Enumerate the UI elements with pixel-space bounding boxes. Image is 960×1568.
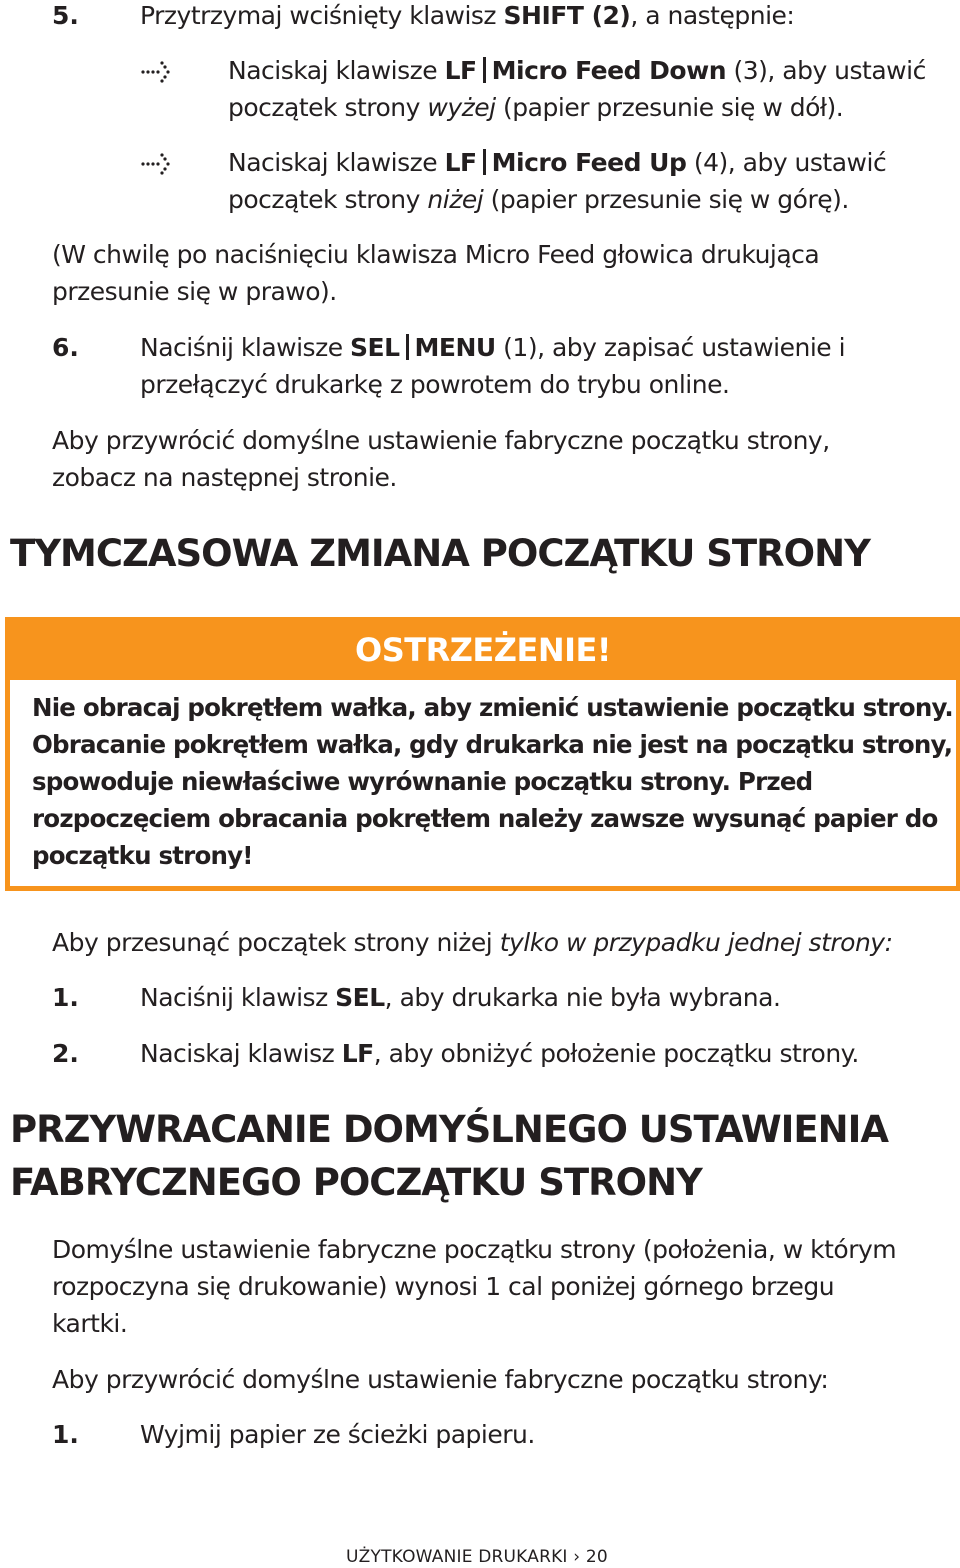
step-6-line-2: przełączyć drukarkę z powrotem do trybu online. bbox=[140, 370, 730, 399]
bullet-2-line2-a: początek strony bbox=[228, 185, 428, 214]
step-5-number: 5. bbox=[52, 1, 79, 30]
bullet-1-line-2 bbox=[228, 89, 843, 127]
step-2a-text-a: Naciskaj klawisz bbox=[140, 1039, 342, 1068]
bullet-1-text-b: (3), aby ustawić bbox=[726, 56, 926, 85]
section-heading-restore-line-2: FABRYCZNEGO POCZĄTKU STRONY bbox=[10, 1161, 702, 1204]
bullet-2-emphasis: niżej bbox=[427, 185, 484, 214]
step-6-key-b: MENU bbox=[414, 333, 496, 362]
step-6-text-b: (1), aby zapisać ustawienie i bbox=[495, 333, 846, 362]
page-number: 20 bbox=[585, 1547, 608, 1567]
warning-line: Obracanie pokrętłem wałka, gdy drukarka nie jest na początku strony, bbox=[32, 730, 953, 759]
step-6-key-a: SEL bbox=[350, 333, 400, 362]
key-separator bbox=[483, 57, 486, 83]
step-5-key: SHIFT (2) bbox=[503, 1, 631, 30]
bullet-1-key-b: Micro Feed Down bbox=[491, 56, 726, 85]
step-1a-text bbox=[140, 979, 780, 1017]
bullet-2-line-2 bbox=[228, 181, 849, 219]
key-separator bbox=[406, 334, 409, 360]
bullet-1-line2-b: (papier przesunie się w dół). bbox=[495, 93, 844, 122]
para-1-line-2: zobacz na następnej stronie. bbox=[52, 463, 397, 492]
step-1a-number: 1. bbox=[52, 983, 79, 1012]
footer-separator: › bbox=[573, 1547, 581, 1567]
bullet-2-key-b: Micro Feed Up bbox=[491, 148, 687, 177]
bullet-2-key-a: LF bbox=[444, 148, 477, 177]
step-1a-text-a: Naciśnij klawisz bbox=[140, 983, 336, 1012]
page-footer bbox=[346, 1546, 608, 1568]
para-3-line-1: Domyślne ustawienie fabryczne początku strony (położenia, w którym bbox=[52, 1235, 897, 1264]
warning-line: rozpoczęciem obracania pokrętłem należy zawsze wysunąć papier do bbox=[32, 804, 938, 833]
warning-line: początku strony! bbox=[32, 841, 253, 870]
step-6-text-a: Naciśnij klawisze bbox=[140, 333, 351, 362]
section-heading-restore-line-1: PRZYWRACANIE DOMYŚLNEGO USTAWIENIA bbox=[10, 1108, 889, 1151]
step-2a-text-b: , aby obniżyć położenie początku strony. bbox=[373, 1039, 859, 1068]
key-separator bbox=[483, 149, 486, 175]
step-5-text-b: , a następnie: bbox=[630, 1, 795, 30]
bullet-2-text-b: (4), aby ustawić bbox=[686, 148, 887, 177]
dotted-arrow-icon bbox=[140, 152, 174, 176]
step-6-line-1 bbox=[140, 329, 845, 367]
step-1a-key: SEL bbox=[335, 983, 385, 1012]
para-1-line-1: Aby przywrócić domyślne ustawienie fabryczne początku strony, bbox=[52, 426, 830, 455]
bullet-1-emphasis: wyżej bbox=[427, 93, 496, 122]
warning-line: spowoduje niewłaściwe wyrównanie początku strony. Przed bbox=[32, 767, 813, 796]
para-3-line-3: kartki. bbox=[52, 1309, 128, 1338]
bullet-1-line-1 bbox=[228, 52, 926, 90]
step-6-number: 6. bbox=[52, 333, 79, 362]
step-1b-number: 1. bbox=[52, 1420, 79, 1449]
bullet-2-text-a: Naciskaj klawisze bbox=[228, 148, 445, 177]
step-5-text bbox=[140, 0, 794, 35]
bullet-1-line2-a: początek strony bbox=[228, 93, 428, 122]
section-heading-temporary-change: TYMCZASOWA ZMIANA POCZĄTKU STRONY bbox=[10, 532, 870, 575]
bullet-1-key-a: LF bbox=[444, 56, 477, 85]
bullet-2-line-1 bbox=[228, 144, 886, 182]
note-line-2: przesunie się w prawo). bbox=[52, 277, 337, 306]
bullet-1-text-a: Naciskaj klawisze bbox=[228, 56, 445, 85]
step-5-text-a: Przytrzymaj wciśnięty klawisz bbox=[140, 1, 504, 30]
para-2-text: Aby przesunąć początek strony niżej bbox=[52, 928, 500, 957]
para-3-line-2: rozpoczyna się drukowanie) wynosi 1 cal poniżej górnego brzegu bbox=[52, 1272, 835, 1301]
dotted-arrow-icon bbox=[140, 60, 174, 84]
warning-header bbox=[10, 622, 956, 680]
note-line-1: (W chwilę po naciśnięciu klawisza Micro Feed głowica drukująca bbox=[52, 240, 820, 269]
step-1b-text: Wyjmij papier ze ścieżki papieru. bbox=[140, 1420, 535, 1449]
para-2 bbox=[52, 924, 893, 962]
step-1a-text-b: , aby drukarka nie była wybrana. bbox=[384, 983, 781, 1012]
footer-section: UŻYTKOWANIE DRUKARKI bbox=[346, 1547, 568, 1567]
bullet-2-line2-b: (papier przesunie się w górę). bbox=[483, 185, 849, 214]
para-2-emphasis: tylko w przypadku jednej strony: bbox=[499, 928, 893, 957]
para-4: Aby przywrócić domyślne ustawienie fabryczne początku strony: bbox=[52, 1365, 829, 1394]
warning-title: OSTRZEŻENIE! bbox=[355, 631, 611, 669]
warning-line: Nie obracaj pokrętłem wałka, aby zmienić ustawienie początku strony. bbox=[32, 693, 953, 722]
step-2a-key: LF bbox=[341, 1039, 374, 1068]
warning-box bbox=[5, 617, 960, 891]
step-2a-number: 2. bbox=[52, 1039, 79, 1068]
step-2a-text bbox=[140, 1035, 859, 1073]
